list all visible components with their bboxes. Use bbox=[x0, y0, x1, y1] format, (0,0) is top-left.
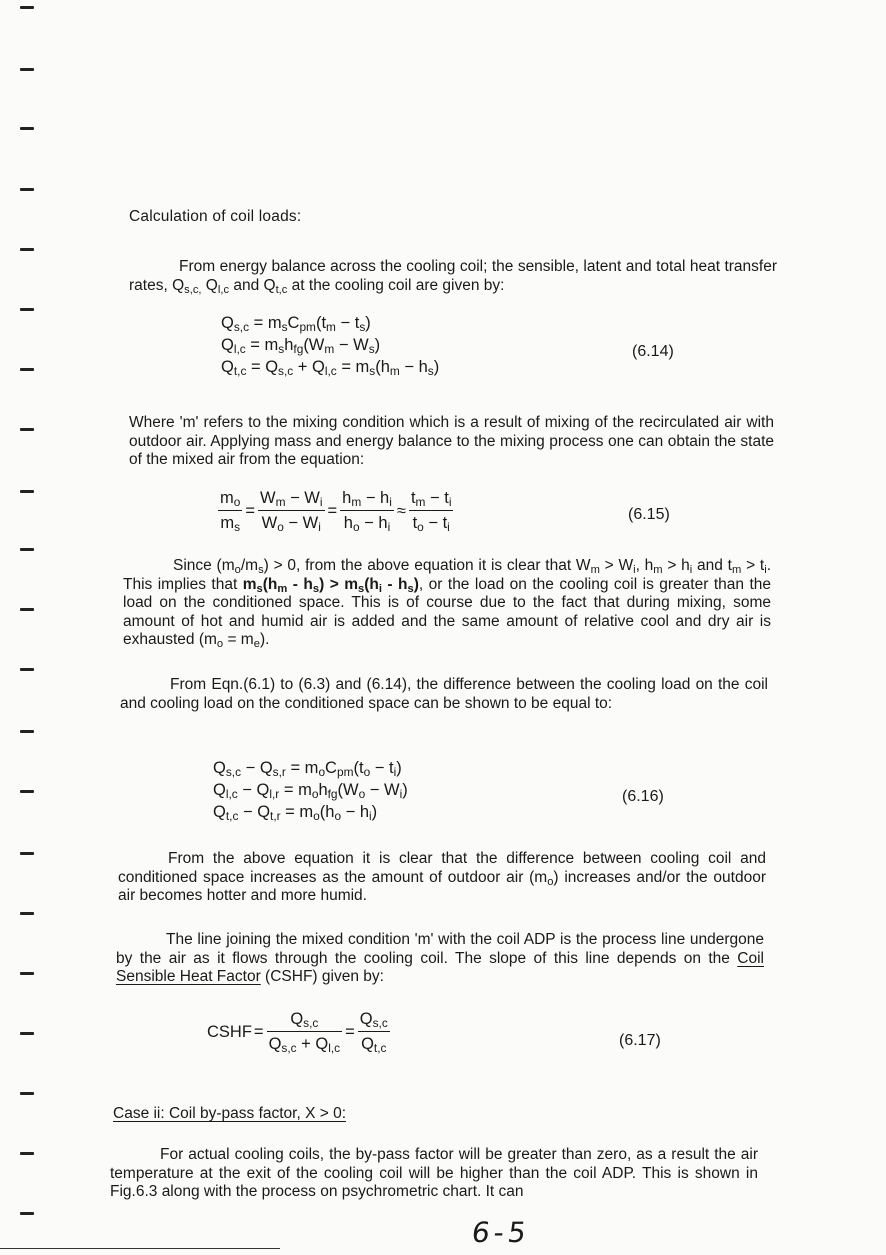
paragraph-mixing-condition: Where 'm' refers to the mixing condition which is a result of mixing of the recirculated air with outdoor air. Applying mass and energy balance to the mixing process one can obtain the state of the mixed air from the equation: bbox=[129, 414, 774, 468]
equation-6-17: CSHF = $\frac{Q_{s,c}}{Q_{s,c} + Q_{l,c}}$ = $\frac{Q_{s,c}}{Q_{t,c}}$ bbox=[207, 1010, 388, 1055]
section-heading: Calculation of coil loads: bbox=[129, 208, 302, 225]
page-number: 6-5 bbox=[469, 1216, 533, 1249]
case-heading: Case ii: Coil by-pass factor, X > 0: bbox=[113, 1105, 347, 1122]
paragraph-process-line: The line joining the mixed condition 'm' with the coil ADP is the process line undergone by the air as it flows through the cooling coil. The slope of this line depends on the Coil Sensible Heat Factor (CSHF) given by: bbox=[116, 931, 764, 985]
equation-number-6-14: (6.14) bbox=[632, 343, 674, 360]
bottom-rule bbox=[0, 1248, 280, 1249]
paragraph-load-difference: From Eqn.(6.1) to (6.3) and (6.14), the difference between the cooling load on the coil and cooling load on the conditioned space can be shown to be equal to: bbox=[120, 676, 768, 712]
paragraph-energy-balance: From energy balance across the cooling coil; the sensible, latent and total heat transfer rates, $Q_{s,c,}$ $Q_{l,c}$ and $Q_{t,c}$ at the cooling coil are given by: bbox=[129, 258, 777, 296]
equation-number-6-15: (6.15) bbox=[628, 506, 670, 523]
paragraph-mixing-inequality: Since $(m_o/m_s) > 0$, from the above equation it is clear that $W_m > W_i$, $h_m > h_i$ and $t_m > t_i$. This implies that $m_s(h_m - h_s) > m_s(h_i - h_s)$, or the load on the cooling coil is greater than the load on the conditioned space. This is of course due to the fact that during mixing, some amount of hot and humid air is added and the same amount of relative cool and dry air is exhausted $(m_o = m_e)$. bbox=[123, 557, 772, 650]
equation-6-16: $Q_{s,c} - Q_{s,r} = m_oC_{pm}(t_o - t_i)$ $Q_{l,c} - Q_{l,r} = m_oh_{fg}(W_o - W_i)$ $Q_{t,c} - Q_{t,r} = m_o(h_o - h_i)$ bbox=[213, 759, 408, 823]
equation-number-6-17: (6.17) bbox=[619, 1032, 661, 1049]
paragraph-outdoor-air: From the above equation it is clear that the difference between cooling coil and conditioned space increases as the amount of outdoor air $(m_o)$ increases and/or the outdoor air becomes hotter and more humid. bbox=[118, 850, 767, 904]
equation-number-6-16: (6.16) bbox=[622, 788, 664, 805]
paragraph-bypass-factor: For actual cooling coils, the by-pass factor will be greater than zero, as a result the air temperature at the exit of the cooling coil will be higher than the coil ADP. This is shown in Fig.6.3 along with the process on psychrometric chart. It can bbox=[110, 1146, 758, 1200]
equation-6-15: $\frac{m_o}{m_s}$ = $\frac{W_m - W_i}{W_o - W_i}$ = $\frac{h_m - h_i}{h_o - h_i}$ ≈ $\frac{t_m - t_i}{t_o - t_i}$ bbox=[220, 489, 452, 534]
cshf-term: Coil Sensible Heat Factor bbox=[116, 949, 764, 985]
equation-6-14: $Q_{s,c} = m_sC_{pm}(t_m - t_s)$ $Q_{l,c} = m_sh_{fg}(W_m - W_s)$ $Q_{t,c} = Q_{s,c} + Q_{l,c} = m_s(h_m - h_s)$ bbox=[221, 314, 440, 378]
